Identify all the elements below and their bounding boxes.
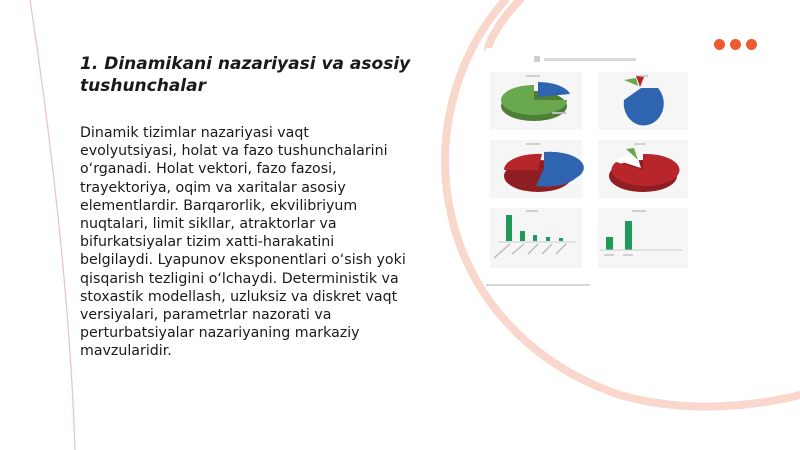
- accent-dot-3: [746, 39, 757, 50]
- image-header: [534, 56, 636, 62]
- slide-title: 1. Dinamikani nazariyasi va asosiy tushunchalar: [80, 54, 411, 96]
- slide-body-text: Dinamik tizimlar nazariyasi vaqt evolyutsiyasi, holat va fazo tushunchalarini o‘rganadi. Holat vektori, fazo fazosi, trayektoriya, oqim va xaritalar asosiy elementlardir. Barqarorlik, ekvilibriyum nuqtalari, limit sikllar, atraktorlar va bifurkatsiyalar tizim xatti-harakatini belgilaydi. Lyapunov eksponentlari o‘sish yoki qisqarish tezligini o‘lchaydi. Deterministik va stoxastik modellash, uzluksiz va diskret vaqt versiyalari, parametrlar nazorati va perturbatsiyalar nazariyaning markaziy mavzularidir.: [80, 125, 406, 360]
- accent-dot-1: [714, 39, 725, 50]
- left-thin-arc: [30, 0, 75, 450]
- accent-dot-2: [730, 39, 741, 50]
- accent-dots: [714, 39, 757, 50]
- image-footer-line: [486, 284, 590, 286]
- charts-screenshot-image: [486, 48, 692, 290]
